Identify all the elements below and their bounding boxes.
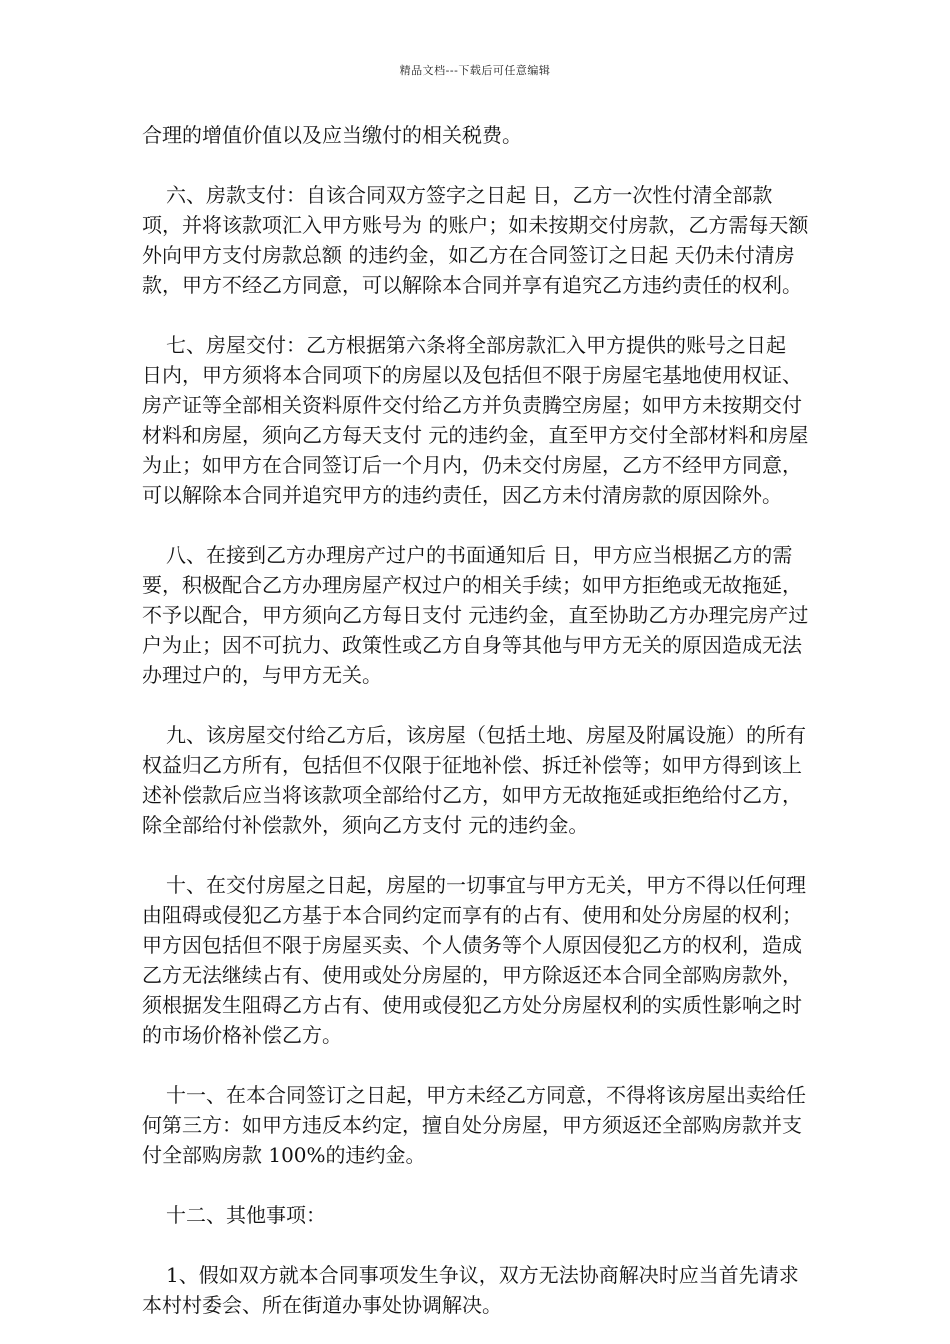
clause-7-delivery: 七、房屋交付：乙方根据第六条将全部房款汇入甲方提供的账号之日起 日内，甲方须将本合同项下的房屋以及包括但不限于房屋宅基地使用权证、房产证等全部相关资料原件交付给乙方并负责腾空房屋；如甲方未按期交付材料和房屋，须向乙方每天支付 元的违约金，直至甲方交付全部材料和房屋为止；如甲方在合同签订后一个月内，仍未交付房屋，乙方不经甲方同意，可以解除本合同并追究甲方的违约责任，因乙方未付清房款的原因除外。 <box>142 333 809 507</box>
clause-10-rights: 十、在交付房屋之日起，房屋的一切事宜与甲方无关，甲方不得以任何理由阻碍或侵犯乙方基于本合同约定而享有的占有、使用和处分房屋的权利；甲方因包括但不限于房屋买卖、个人债务等个人原因侵犯乙方的权利，造成乙方无法继续占有、使用或处分房屋的，甲方除返还本合同全部购房款外，须根据发生阻碍乙方占有、使用或侵犯乙方处分房屋权利的实质性影响之时的市场价格补偿乙方。 <box>142 873 806 1047</box>
clause-12-item-1: 1、假如双方就本合同事项发生争议，双方无法协商解决时应当首先请求本村村委会、所在街道办事处协调解决。 <box>142 1263 799 1317</box>
clause-8-transfer: 八、在接到乙方办理房产过户的书面通知后 日，甲方应当根据乙方的需要，积极配合乙方办理房屋产权过户的相关手续；如甲方拒绝或无故拖延，不予以配合，甲方须向乙方每日支付 元违约金，直至协助乙方办理完房产过户为止；因不可抗力、政策性或乙方自身等其他与甲方无关的原因造成无法办理过户的，与甲方无关。 <box>142 543 809 687</box>
clause-9-compensation: 九、该房屋交付给乙方后，该房屋（包括土地、房屋及附属设施）的所有权益归乙方所有，包括但不仅限于征地补偿、拆迁补偿等；如甲方得到该上述补偿款后应当将该款项全部给付乙方，如甲方无故拖延或拒绝给付乙方，除全部给付补偿款外，须向乙方支付 元的违约金。 <box>142 723 806 837</box>
page-header: 精品文档---下载后可任意编辑 <box>399 64 551 77</box>
paragraph-continuation: 合理的增值价值以及应当缴付的相关税费。 <box>142 123 522 147</box>
document-body <box>142 120 810 1320</box>
clause-6-payment: 六、房款支付：自该合同双方签字之日起 日，乙方一次性付清全部款项，并将该款项汇入甲方账号为 的账户；如未按期交付房款，乙方需每天额外向甲方支付房款总额 的违约金，如乙方在合同签订之日起 天仍未付清房款，甲方不经乙方同意，可以解除本合同并享有追究乙方违约责任的权利。 <box>142 183 809 297</box>
clause-11-resale: 十一、在本合同签订之日起，甲方未经乙方同意，不得将该房屋出卖给任何第三方：如甲方违反本约定，擅自处分房屋，甲方须返还全部购房款并支付全部购房款 100%的违约金。 <box>142 1083 806 1167</box>
clause-12-other: 十二、其他事项： <box>166 1203 326 1227</box>
